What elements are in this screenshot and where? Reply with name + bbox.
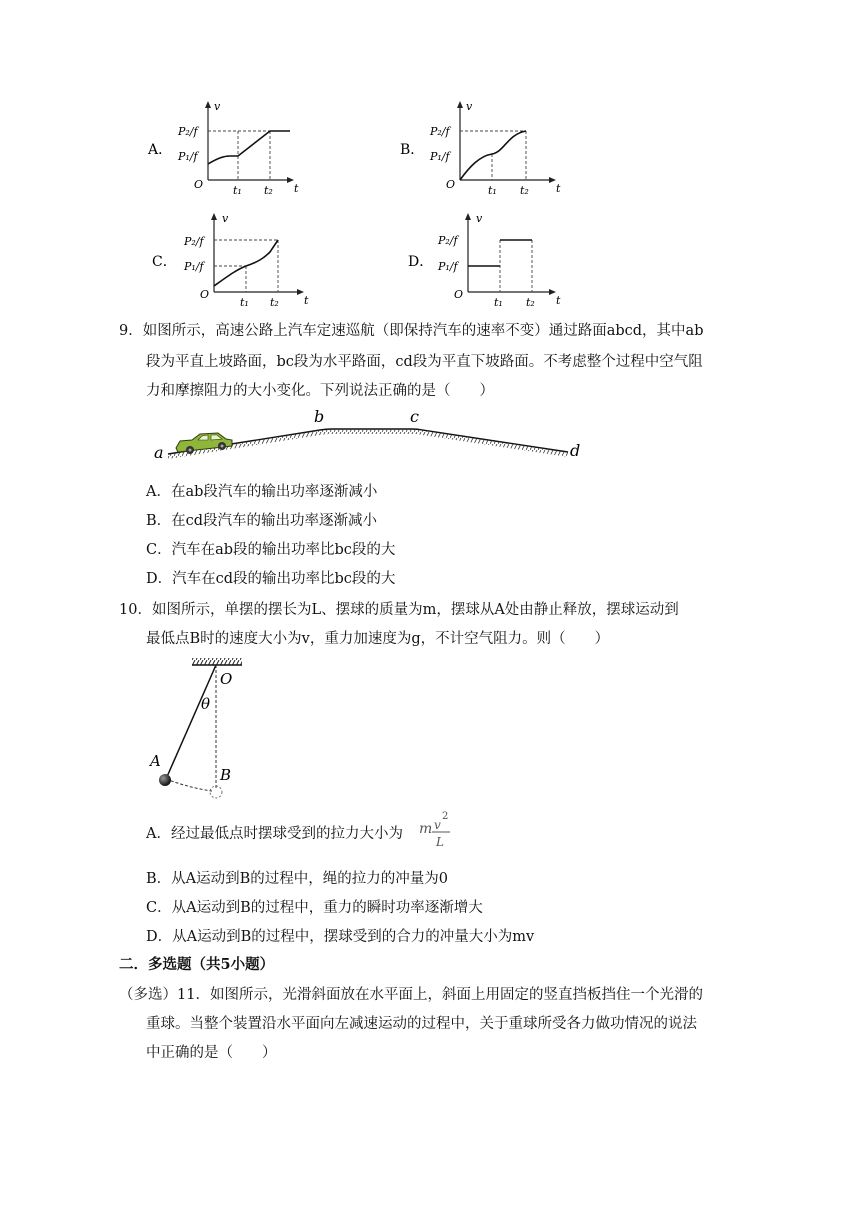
origin-label: O [194,178,204,191]
ceiling-hatching [192,658,242,665]
p2f-label: P₂/f [184,235,204,248]
origin-label: O [200,288,210,301]
t1-label: t₁ [233,184,242,197]
q10-option-a-formula [418,806,458,850]
origin-label: O [454,288,464,301]
q10-option-d: D．从A运动到B的过程中，摆球受到的合力的冲量大小为mv [146,929,535,945]
q9-option-b: B．在cd段汽车的输出功率逐渐减小 [146,513,378,529]
q9-option-a: A．在ab段汽车的输出功率逐渐减小 [146,484,378,500]
p2f-label: P₂/f [430,125,450,138]
t-axis-arrow [297,289,304,295]
axis-v-label: v [466,100,473,113]
p1f-label: P₁/f [178,150,198,163]
graph-b [392,98,572,198]
graph-d [392,210,572,310]
graph-c-svg [140,210,320,310]
pendulum-ball [159,774,171,786]
velocity-curve [214,240,278,286]
t2-label: t₂ [270,296,279,309]
p1f-label: P₁/f [438,260,458,273]
q9-option-c: C．汽车在ab段的输出功率比bc段的大 [146,542,396,558]
t2-label: t₂ [264,184,273,197]
q11-stem-line-2: 重球。当整个装置沿水平面向左减速运动的过程中，关于重球所受各力做功情况的说法 [146,1016,697,1032]
label-b: b [314,408,325,426]
t2-label: t₂ [526,296,535,309]
label-a: a [154,443,164,462]
label-c: c [410,408,419,426]
t-axis-arrow [549,289,556,295]
q10-option-b: B．从A运动到B的过程中，绳的拉力的冲量为0 [146,871,449,887]
graph-d-svg [392,210,572,310]
axis-v-label: v [222,212,229,225]
q10-option-a-text: A．经过最低点时摆球受到的拉力大小为 [146,826,403,842]
graph-a-svg [140,98,320,198]
axis-t-label: t [556,182,561,195]
p1f-label: P₁/f [184,260,204,273]
swing-arc [166,779,212,791]
label-a: A [150,752,161,770]
t-axis-arrow [549,177,556,183]
pendulum-figure-svg [140,654,260,804]
q11-stem-line-3: 中正确的是（ ） [146,1045,277,1061]
road-figure [150,408,590,468]
q10-option-c: C．从A运动到B的过程中，重力的瞬时功率逐渐增大 [146,900,483,916]
v-axis-arrow [465,213,471,220]
velocity-curve [208,131,290,164]
t1-label: t₁ [488,184,497,197]
t2-label: t₂ [520,184,529,197]
t1-label: t₁ [240,296,249,309]
section-heading: 二．多选题（共5小题） [119,956,275,973]
v-axis-arrow [205,101,211,108]
label-o: O [220,670,233,688]
origin-label: O [446,178,456,191]
v-axis-arrow [211,213,217,220]
option-letter: A． [148,142,173,158]
q10-stem-line-1: 10．如图所示，单摆的摆长为L、摆球的质量为m，摆球从A处由静止释放，摆球运动到 [119,602,679,618]
p2f-label: P₂/f [438,234,458,247]
velocity-curve [460,131,526,180]
label-theta: θ [201,695,211,713]
axis-v-label: v [476,212,483,225]
axis-t-label: t [556,294,561,307]
formula-exponent: 2 [442,811,449,822]
formula-v: v [434,818,441,832]
axis-t-label: t [304,294,309,307]
string [166,665,216,779]
formula-svg [418,806,458,850]
road-figure-svg [150,408,590,468]
axis-t-label: t [294,182,299,195]
p2f-label: P₂/f [178,125,198,138]
q10-stem-line-2: 最低点B时的速度大小为v，重力加速度为g，不计空气阻力。则（ ） [146,631,610,647]
option-letter: D． [408,254,434,270]
graph-a [140,98,320,198]
label-d: d [570,441,581,460]
formula-l: L [436,835,444,849]
option-letter: B． [400,142,425,158]
q9-stem-line-1: 9．如图所示，高速公路上汽车定速巡航（即保持汽车的速率不变）通过路面abcd，其中ab [119,323,704,339]
graph-b-svg [392,98,572,198]
v-axis-arrow [457,101,463,108]
axis-v-label: v [214,100,221,113]
formula-m: m [419,821,433,837]
pendulum-figure [140,654,260,804]
q11-stem-line-1: （多选）11．如图所示，光滑斜面放在水平面上，斜面上用固定的竖直挡板挡住一个光滑的 [119,987,703,1003]
option-letter: C． [152,254,177,270]
graph-c [140,210,320,310]
q9-option-d: D．汽车在cd段的输出功率比bc段的大 [146,571,396,587]
q9-stem-line-2: 段为平直上坡路面，bc段为水平路面，cd段为平直下坡路面。不考虑整个过程中空气阻 [146,354,703,370]
q9-stem-line-3: 力和摩擦阻力的大小变化。下列说法正确的是（ ） [146,383,494,399]
t1-label: t₁ [494,296,503,309]
p1f-label: P₁/f [430,150,450,163]
label-b: B [220,766,232,784]
t-axis-arrow [287,177,294,183]
q10-option-a [146,822,403,843]
